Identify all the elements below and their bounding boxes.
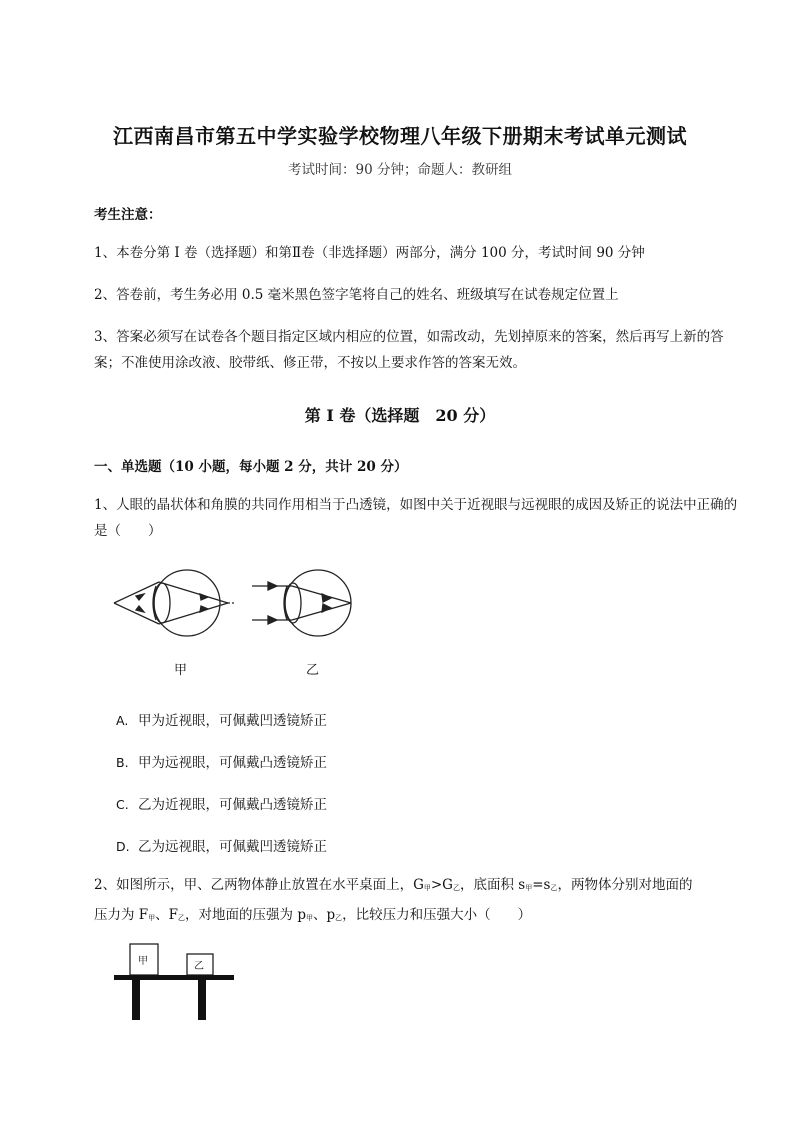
option-key: B.: [116, 755, 129, 770]
option-text: 甲为远视眼，可佩戴凸透镜矫正: [138, 755, 327, 771]
notice-item-2: 2、答卷前，考生务必用 0.5 毫米黑色签字笔将自己的姓名、班级填写在试卷规定位置上: [94, 287, 619, 303]
eye-diagram: [110, 566, 360, 686]
exam-subtitle: 考试时间：90 分钟；命题人：教研组: [288, 162, 512, 178]
table-leg-right: [198, 980, 206, 1020]
notice-heading: 考生注意：: [94, 207, 162, 223]
q1-option-d[interactable]: [116, 835, 327, 855]
option-text: 乙为近视眼，可佩戴凸透镜矫正: [138, 797, 327, 813]
table-diagram: [110, 940, 240, 1024]
question-2-line-2: 压力为 $F_甲$、$F_乙$，对地面的压强为 $p_甲$、$p_乙$，比较压力和压强大小（ ）: [94, 907, 532, 923]
q1-option-b[interactable]: [116, 751, 327, 771]
table-top: [114, 975, 234, 980]
block-label-jia: 甲: [138, 956, 148, 967]
question-2-line-1: 2、如图所示，甲、乙两物体静止放置在水平桌面上，$G_甲>G_乙$，底面积 $s_甲=s_乙$，两物体分别对地面的: [94, 877, 693, 893]
part-title: 一、单选题（10 小题，每小题 2 分，共计 20 分）: [94, 459, 408, 475]
eye-jia: [114, 570, 234, 636]
eye-yi: [252, 570, 351, 636]
option-key: D.: [116, 839, 130, 854]
q1-option-c[interactable]: [116, 793, 327, 813]
notice-item-1: 1、本卷分第 I 卷（选择题）和第Ⅱ卷（非选择题）两部分，满分 100 分，考试时间 90 分钟: [94, 245, 645, 261]
block-label-yi: 乙: [194, 961, 204, 972]
eye-label-yi: 乙: [306, 663, 320, 678]
question-1-stem: 1、人眼的晶状体和角膜的共同作用相当于凸透镜，如图中关于近视眼与远视眼的成因及矫正的说法中正确的是（ ）: [94, 497, 738, 539]
q1-option-a[interactable]: [116, 709, 327, 729]
option-text: 乙为远视眼，可佩戴凹透镜矫正: [138, 839, 327, 855]
option-key: A.: [116, 713, 129, 728]
option-key: C.: [116, 797, 129, 812]
section-title: 第 I 卷（选择题 20 分）: [304, 406, 496, 425]
notice-item-3: 3、答案必须写在试卷各个题目指定区域内相应的位置，如需改动，先划掉原来的答案，然后再写上新的答案；不准使用涂改液、胶带纸、修正带，不按以上要求作答的答案无效。: [94, 329, 724, 371]
table-leg-left: [132, 980, 140, 1020]
exam-title: 江西南昌市第五中学实验学校物理八年级下册期末考试单元测试: [113, 124, 687, 148]
eye-label-jia: 甲: [174, 663, 188, 678]
option-text: 甲为近视眼，可佩戴凹透镜矫正: [138, 713, 327, 729]
